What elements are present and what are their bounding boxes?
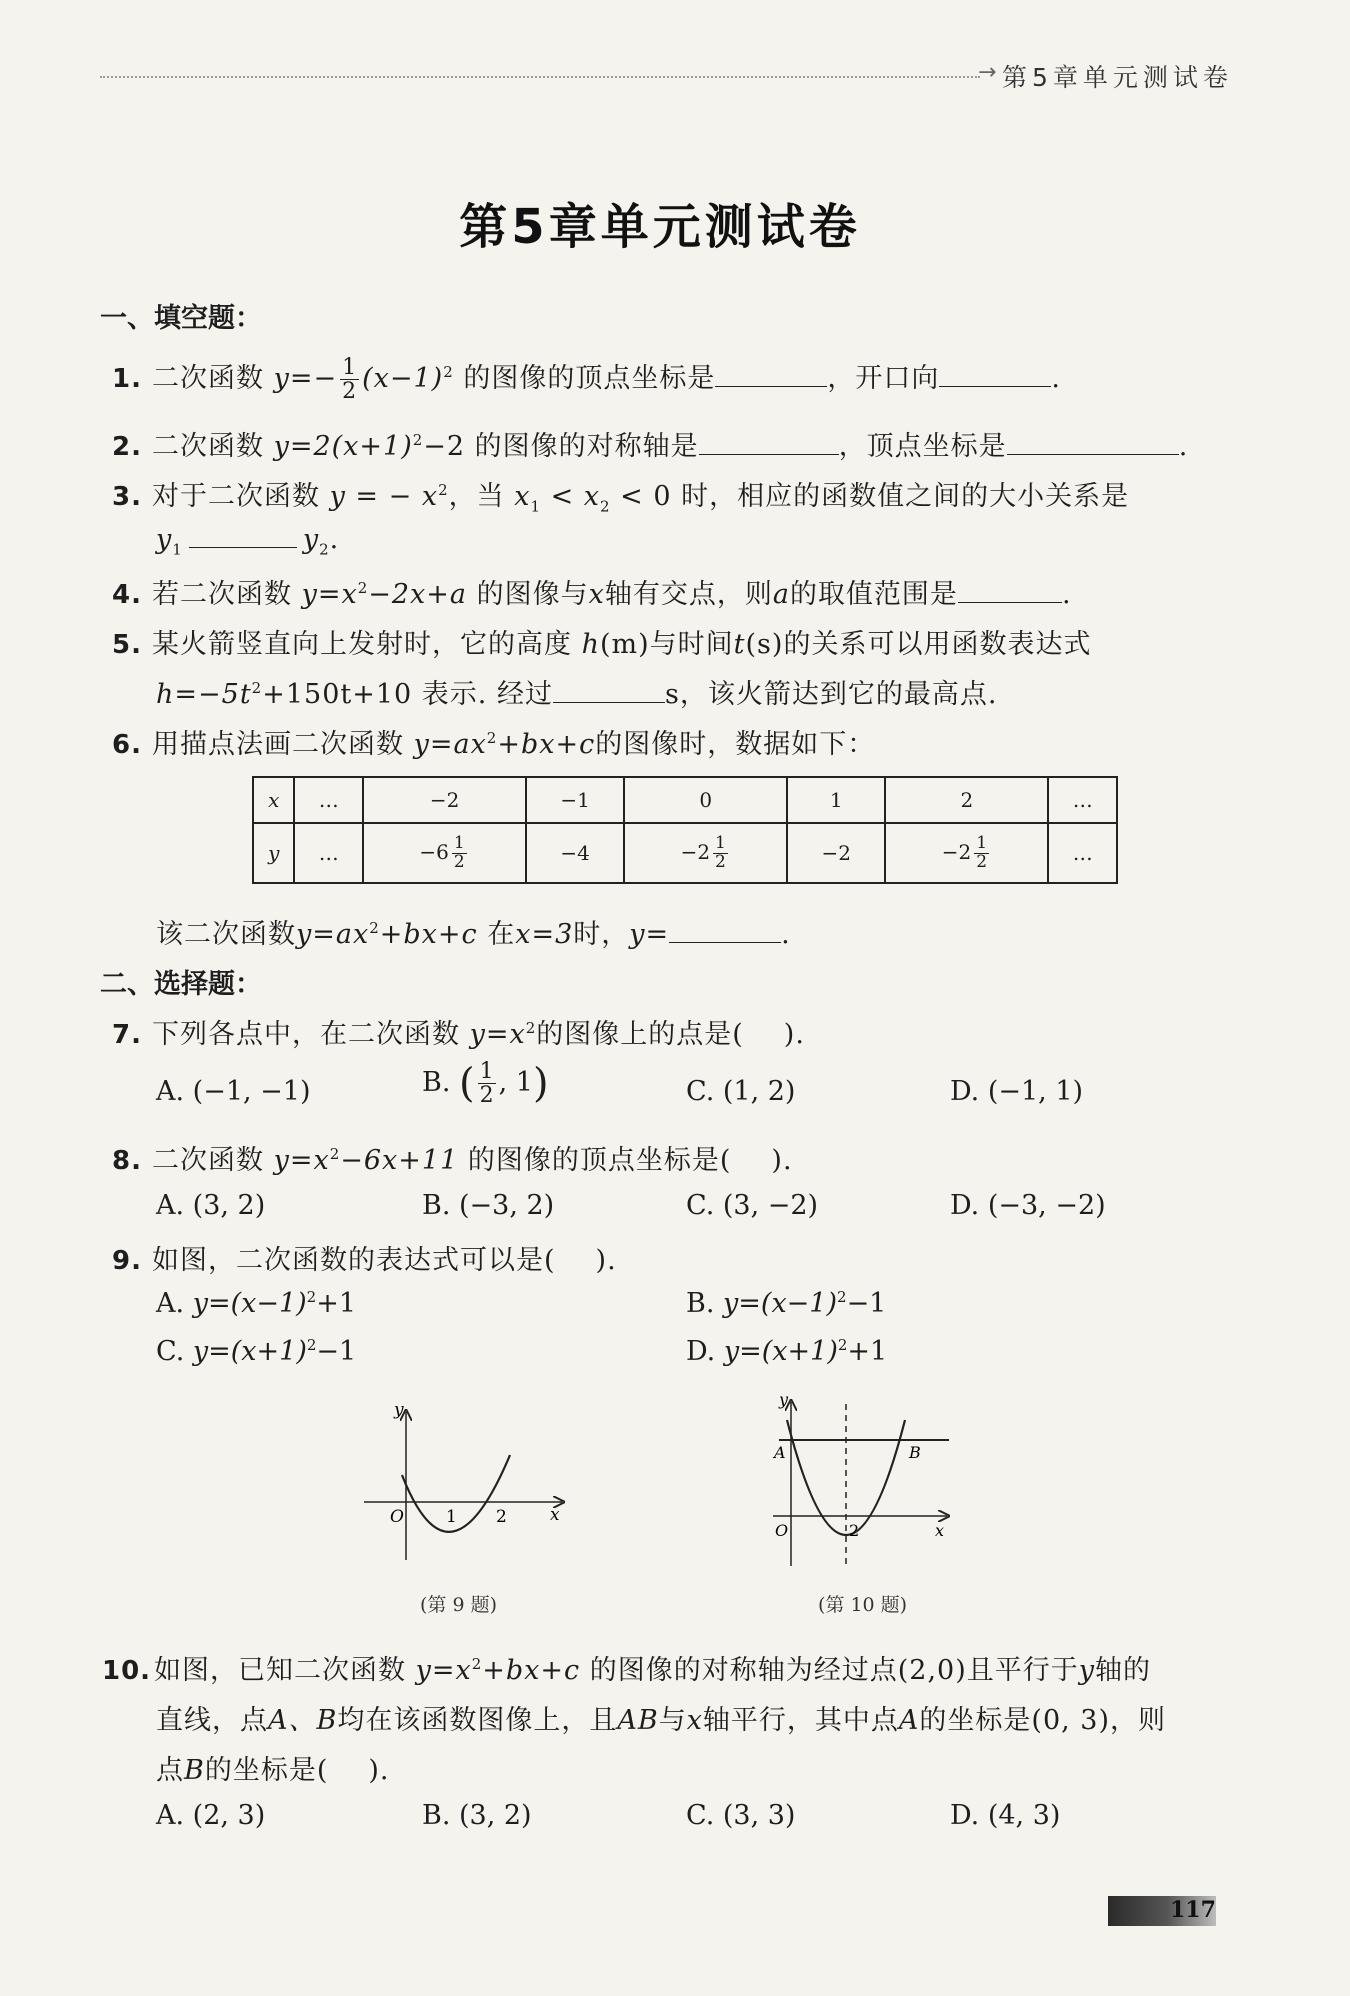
fig9-origin-label: O	[390, 1507, 404, 1527]
page-title: 第5章单元测试卷	[459, 199, 861, 255]
question-3: 3. 对于二次函数 y = − $x^2$，当 $x_1 < x_2 < 0$ 时，相应的函数值之间的大小关系是	[112, 481, 1130, 516]
fig10-caption: (第 10 题)	[818, 1594, 908, 1616]
fig10-point-b: B	[909, 1443, 921, 1462]
section-fill-in: 一、填空题：	[100, 303, 262, 334]
fig9-tick-1: 1	[446, 1507, 457, 1527]
data-table	[252, 776, 1118, 884]
fig9-caption: (第 9 题)	[420, 1594, 497, 1616]
q8-option-b[interactable]: B. (−3, 2)	[422, 1190, 555, 1221]
question-6: 6. 用描点法画二次函数 $y=ax^2+bx+c$的图像时，数据如下：	[112, 729, 876, 760]
q7-option-c[interactable]: C. (1, 2)	[686, 1076, 796, 1107]
table-row-y: y … −6 $\frac{1}{2}$ −4 −2 $\frac{1}{2}$ −2 −2 $\frac{1}{2}$ …	[253, 823, 1117, 883]
fig10-x-label: x	[935, 1521, 945, 1540]
question-3-line2: $y_1$ $y_2$.	[156, 524, 340, 559]
question-10-line2: 直线，点A、B均在该函数图像上，且AB与x轴平行，其中点A的坐标是(0, 3)，则	[156, 1705, 1167, 1736]
q9-option-b[interactable]: B. $y=(x-1)^2-1$	[686, 1288, 887, 1319]
q8-option-c[interactable]: C. (3, −2)	[686, 1190, 819, 1221]
q10-option-c[interactable]: C. (3, 3)	[686, 1800, 796, 1831]
header-rule	[100, 76, 980, 78]
table-row-x: x … −2 −1 0 1 2 …	[253, 777, 1117, 823]
question-2: 2. 二次函数 $y=2(x+1)^2-2$ 的图像的对称轴是 ，顶点坐标是 .	[112, 431, 1189, 462]
fig9-tick-2: 2	[496, 1507, 507, 1527]
question-6-tail: 该二次函数$y=ax^2+bx+c$ 在x=3时，y= .	[156, 919, 791, 950]
q10-option-d[interactable]: D. (4, 3)	[950, 1800, 1061, 1831]
q9-option-c[interactable]: C. $y=(x+1)^2-1$	[156, 1336, 357, 1367]
q9-option-d[interactable]: D. $y=(x+1)^2+1$	[686, 1336, 888, 1367]
fig9-y-label: y	[394, 1400, 404, 1420]
running-header: 第5章单元测试卷	[1002, 63, 1233, 92]
q8-option-d[interactable]: D. (−3, −2)	[950, 1190, 1106, 1221]
question-5-line2: $h=-5t^2+150t+10$ 表示. 经过 s，该火箭达到它的最高点.	[156, 679, 998, 710]
fig10-tick-2: 2	[849, 1521, 860, 1540]
figure-10	[765, 1390, 965, 1580]
q10-option-a[interactable]: A. (2, 3)	[156, 1800, 266, 1831]
figure-9	[350, 1400, 590, 1570]
question-1: 1. 二次函数 y=− $\frac{1}{2}$ $(x-1)^2$ 的图像的顶点坐标是 ，开口向 .	[112, 355, 1061, 405]
fig10-point-a: A	[774, 1443, 786, 1462]
question-5: 5. 某火箭竖直向上发射时，它的高度 h(m)与时间t(s)的关系可以用函数表达式	[112, 629, 1092, 660]
q10-option-b[interactable]: B. (3, 2)	[422, 1800, 532, 1831]
header-arrow-icon: →	[978, 60, 997, 85]
question-7: 7. 下列各点中，在二次函数 $y=x^2$的图像上的点是( ).	[112, 1019, 805, 1050]
q7-option-b[interactable]: B. ( $\frac{1}{2}$ , 1)	[422, 1059, 549, 1109]
q7-option-a[interactable]: A. (−1, −1)	[156, 1076, 311, 1107]
question-10: 10. 如图，已知二次函数 $y=x^2+bx+c$ 的图像的对称轴为经过点(2,0)且平行于y轴的	[102, 1655, 1152, 1686]
q8-option-a[interactable]: A. (3, 2)	[156, 1190, 266, 1221]
fig10-origin-label: O	[775, 1521, 789, 1540]
question-10-line3: 点B的坐标是( ).	[156, 1755, 390, 1786]
fig10-y-label: y	[779, 1390, 789, 1409]
q9-option-a[interactable]: A. $y=(x-1)^2+1$	[156, 1288, 357, 1319]
question-9: 9. 如图，二次函数的表达式可以是( ).	[112, 1245, 617, 1276]
fig9-x-label: x	[550, 1505, 560, 1525]
q7-option-d[interactable]: D. (−1, 1)	[950, 1076, 1084, 1107]
question-4: 4. 若二次函数 $y=x^2-2x+a$ 的图像与x轴有交点，则a的取值范围是 .	[112, 579, 1072, 610]
question-8: 8. 二次函数 $y=x^2-6x+11$ 的图像的顶点坐标是( ).	[112, 1145, 793, 1176]
page-number: 117	[1170, 1897, 1216, 1923]
section-multiple-choice: 二、选择题：	[100, 969, 262, 1000]
